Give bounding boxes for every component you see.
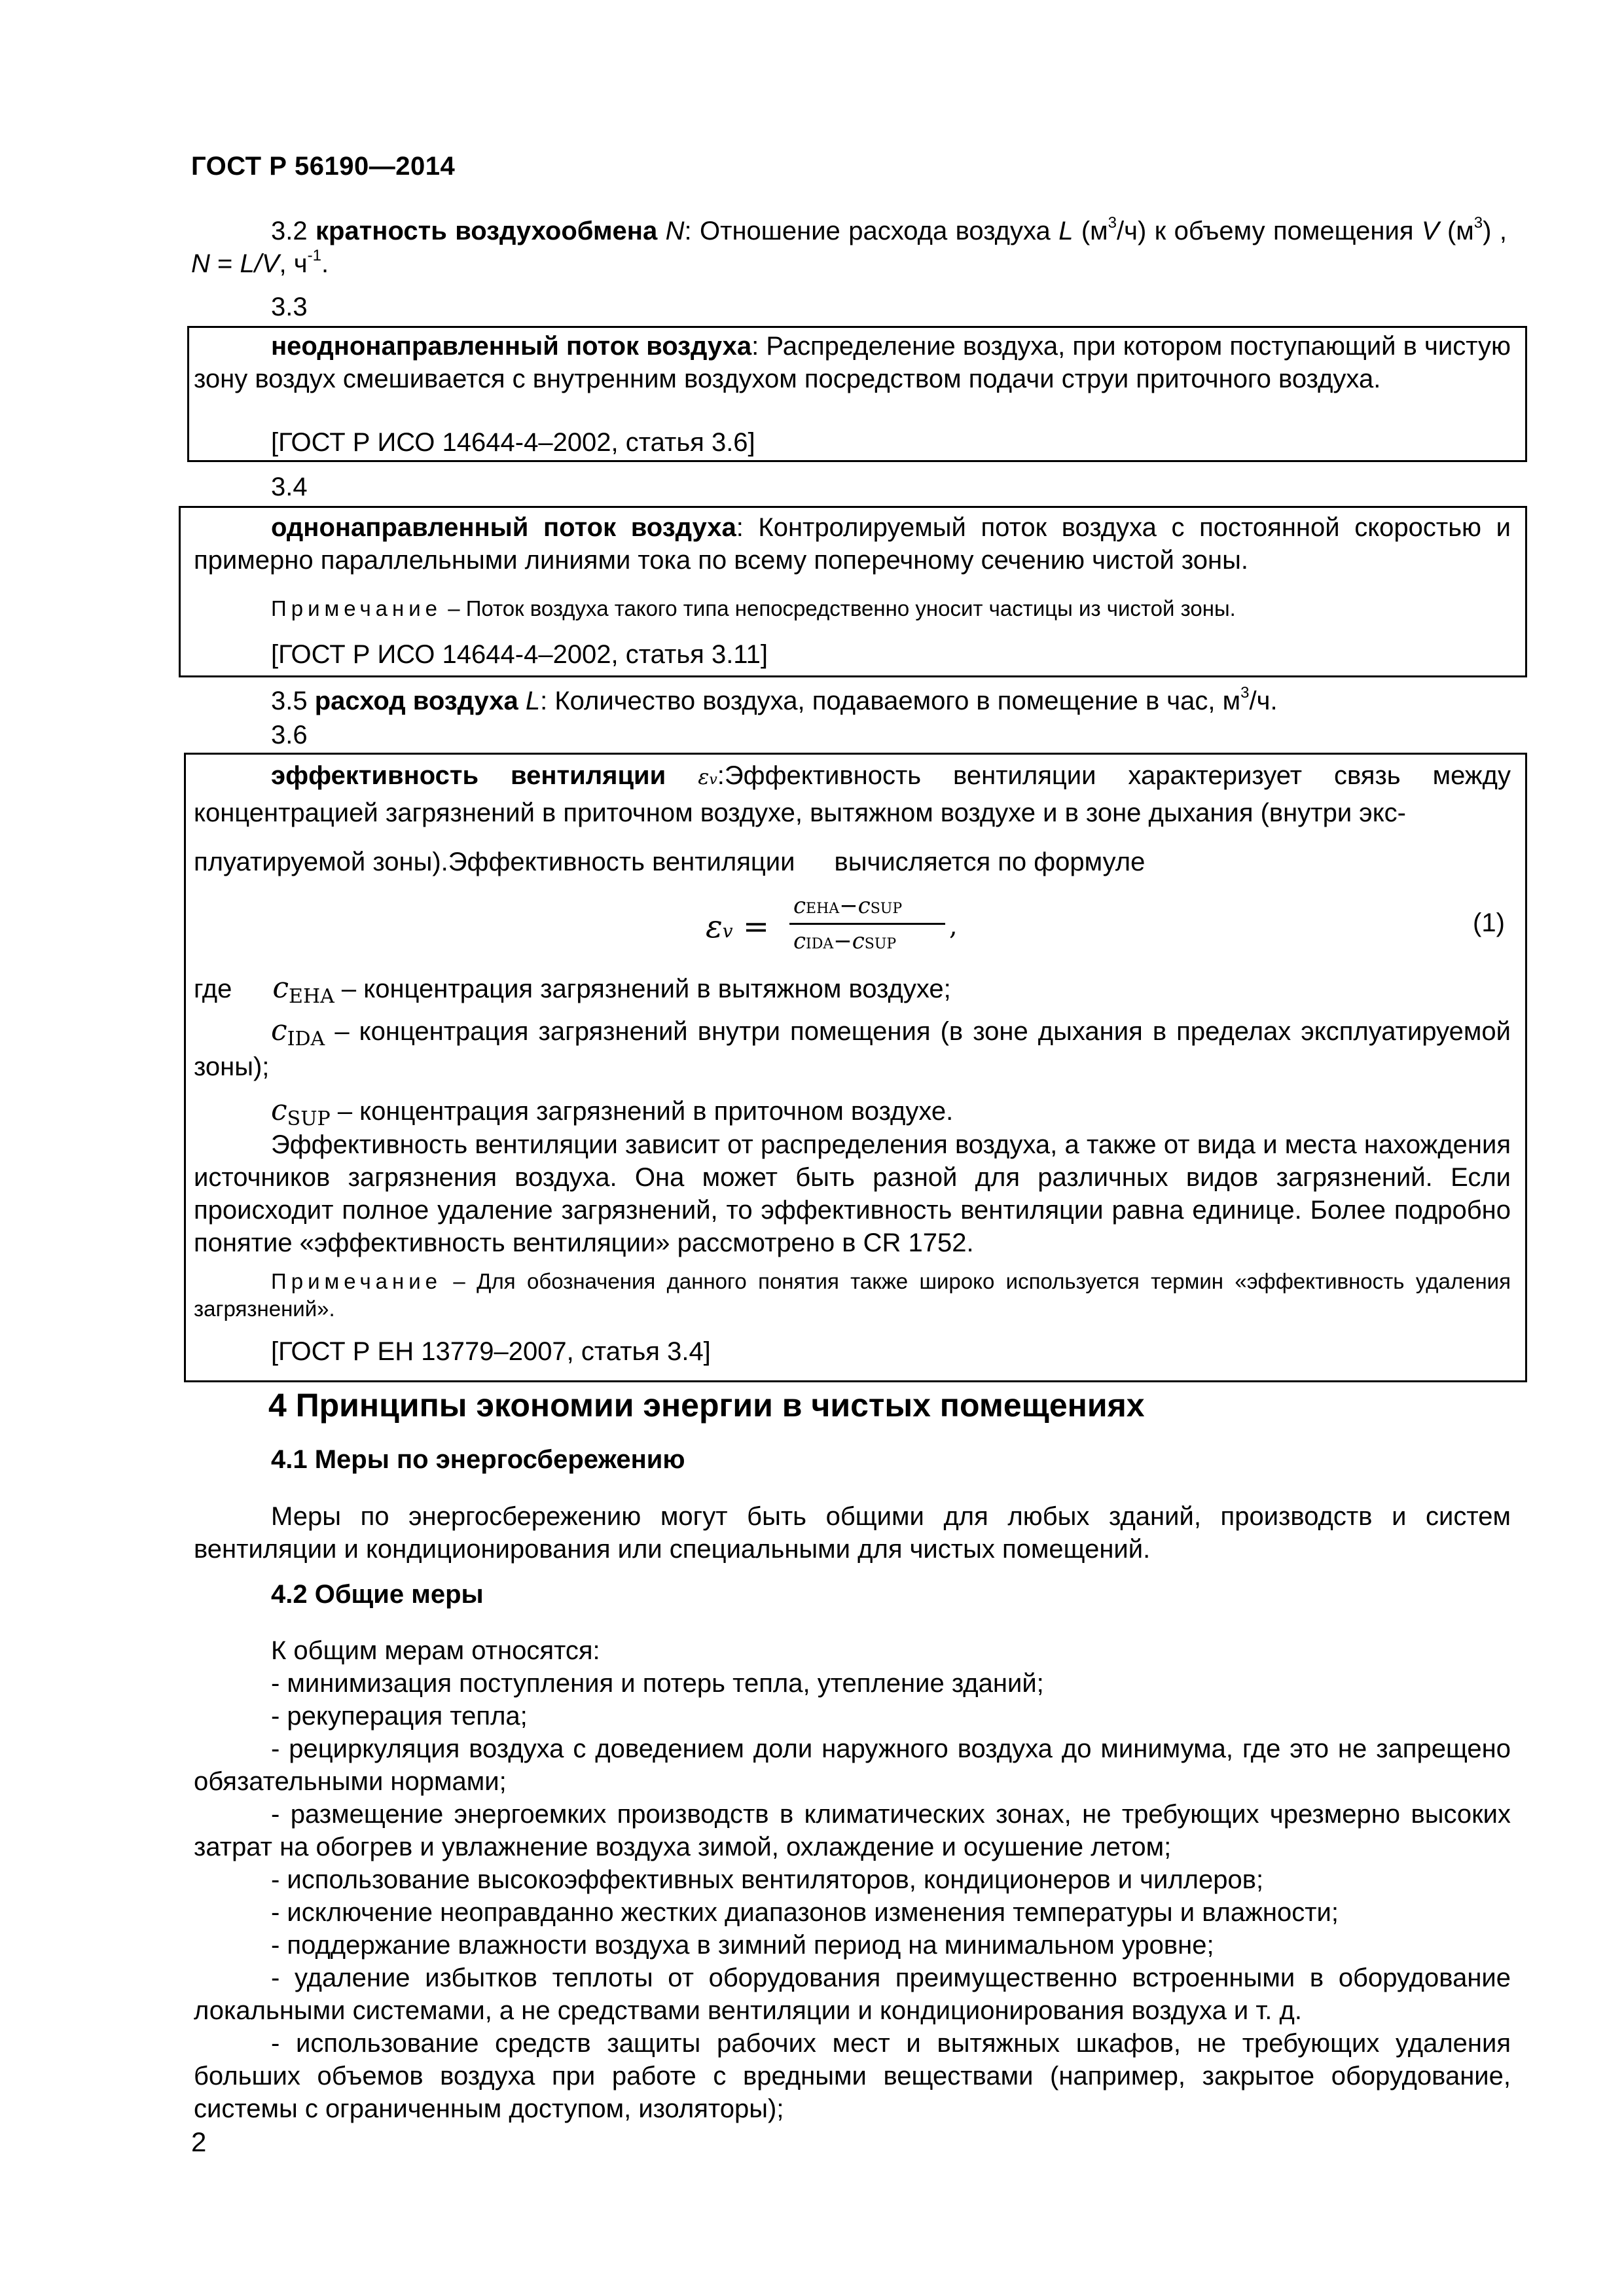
section-4-1-paragraph: Меры по энергосбережению могут быть общими для любых зданий, производств и систем вентиляции и кондиционирования или специальными для чистых помещений.: [194, 1502, 1511, 1564]
term-3-4-source: [ГОСТ Р ИСО 14644-4–2002, статья 3.11]: [271, 640, 768, 669]
formula-number: (1): [1473, 908, 1505, 937]
list-item: - минимизация поступления и потерь тепла, утепление зданий;: [271, 1669, 1044, 1698]
term-3-4-number: 3.4: [271, 473, 308, 501]
list-item: - удаление избытков теплоты от оборудования преимущественно встроенными в оборудование локальными системами, а не средствами вентиляции и кондиционирования воздуха и т. д.: [194, 1964, 1511, 2025]
term-3-4-note: Примечание – Поток воздуха такого типа непосредственно уносит частицы из чистой зоны.: [271, 596, 1236, 620]
list-item: - размещение энергоемких производств в климатических зонах, не требующих чрезмерно высоких затрат на обогрев и увлажнение воздуха зимой, охлаждение и осушение летом;: [194, 1800, 1511, 1861]
list-item: - поддержание влажности воздуха в зимний период на минимальном уровне;: [271, 1931, 1214, 1960]
document-page: ГОСТ Р 56190—2014 3.2 кратность воздухообмена N: Отношение расхода воздуха L $(м^3/ч)$ к объему помещения V $(м^3)$ , N = L/V, $ч^{-1}$. 3.3 неоднонаправленный поток воздуха: Распределение воздуха, при котором поступающий в чистую зону воздух смешивается с внутренним воздухом посредством подачи струи приточного воздуха. [ГОСТ Р ИСО 14644-4–2002, статья 3.6] 3.4 однонаправленный поток воздуха: Контролируемый поток воздуха с постоянной скоростью и примерно параллельными линиями тока по всему поперечному сечению чистой зоны. Примечание – Поток воздуха такого типа непосредственно уносит частицы из чистой зоны. [ГОСТ Р ИСО 14644-4–2002, статья 3.11] 3.5 расход воздуха L: Количество воздуха, подаваемого в помещение в час, $м^3/ч$. 3.6 эффективность вентиляции εv:Эффективность вентиляции характеризует связь между концентрацией загрязнений в приточном воздухе, вытяжном воздухе и в зоне дыхания (внутри экс- плуатируемой зоны).Эффективность вентиляции вычисляется по формуле εv = cEHA−cSUP cIDA−cSUP , (1) где $c_{EHA}$ – концентрация загрязнений в вытяжном воздухе; $c_{IDA}$ – концентрация загрязнений внутри помещения (в зоне дыхания в пределах эксплуатируемой зоны); $c_{SUP}$ – концентрация загрязнений в приточном воздухе. Эффективность вентиляции зависит от распределения воздуха, а также от вида и места нахождения источников загрязнения воздуха. Она может быть разной для различных видов загрязнений. Если происходит полное удаление загрязнений, то эффективность вентиляции равна единице. Более подробно понятие «эффективность вентиляции» рассмотрено в CR 1752. Примечание – Для обозначения данного понятия также широко используется термин «эффективность удаления загрязнений». [ГОСТ Р ЕН 13779–2007, статья 3.4] 4 Принципы экономии энергии в чистых помещениях 4.1 Меры по энергосбережению Меры по энергосбережению могут быть общими для любых зданий, производств и систем вентиляции и кондиционирования или специальными для чистых помещений. 4.2 Общие меры К общим мерам относятся: - минимизация поступления и потерь тепла, утепление зданий; - рекуперация тепла; - рециркуляция воздуха с доведением доли наружного воздуха до минимума, где это не запрещено обязательными нормами; - размещение энергоемких производств в климатических зонах, не требующих чрезмерно высоких затрат на обогрев и увлажнение воздуха зимой, охлаждение и осушение летом; - использование высокоэффективных вентиляторов, кондиционеров и чиллеров; - исключение неоправданно жестких диапазонов изменения температуры и влажности; - поддержание влажности воздуха в зимний период на минимальном уровне; - удаление избытков теплоты от оборудования преимущественно встроенными в оборудование локальными системами, а не средствами вентиляции и кондиционирования воздуха и т. д. - использование средств защиты рабочих мест и вытяжных шкафов, не требующих удаления больших объемов воздуха при работе с вредными веществами (например, закрытое оборудование, системы с ограниченным доступом, изоляторы); 2: [0, 0, 1624, 2296]
term-3-3-number: 3.3: [271, 293, 308, 321]
list-item: - исключение неоправданно жестких диапазонов изменения температуры и влажности;: [271, 1898, 1339, 1927]
term-3-6-number: 3.6: [271, 721, 308, 749]
page-number: 2: [191, 2126, 207, 2157]
term-3-6-source: [ГОСТ Р ЕН 13779–2007, статья 3.4]: [271, 1337, 711, 1366]
term-3-6-paragraph: Эффективность вентиляции зависит от распределения воздуха, а также от вида и места нахождения источников загрязнения воздуха. Она может быть разной для различных видов загрязнений. Если происходит полное удаление загрязнений, то эффективность вентиляции равна единице. Более подробно понятие «эффективность вентиляции» рассмотрено в CR 1752.: [194, 1130, 1511, 1257]
section-4-1-heading: 4.1 Меры по энергосбережению: [271, 1445, 685, 1474]
list-intro: К общим мерам относятся:: [271, 1636, 600, 1665]
where-cEHA: где $c_{EHA}$ – концентрация загрязнений в вытяжном воздухе;: [194, 971, 951, 1008]
list-item: - рекуперация тепла;: [271, 1702, 528, 1731]
list-item: - использование средств защиты рабочих мест и вытяжных шкафов, не требующих удаления больших объемов воздуха при работе с вредными веществами (например, закрытое оборудование, системы с ограниченным доступом, изоляторы);: [194, 2029, 1511, 2123]
term-3-4-text: однонаправленный поток воздуха: Контролируемый поток воздуха с постоянной скоростью и примерно параллельными линиями тока по всему поперечному сечению чистой зоны.: [194, 513, 1511, 575]
term-3-3-text: неоднонаправленный поток воздуха: Распределение воздуха, при котором поступающий в чистую зону воздух смешивается с внутренним воздухом посредством подачи струи приточного воздуха.: [194, 332, 1511, 393]
document-header: ГОСТ Р 56190—2014: [191, 152, 456, 181]
term-3-3-source: [ГОСТ Р ИСО 14644-4–2002, статья 3.6]: [271, 428, 755, 457]
term-3-2: 3.2 кратность воздухообмена N: Отношение расхода воздуха L $(м^3/ч)$ к объему помещения V $(м^3)$ , N = L/V, $ч^{-1}$.: [191, 213, 1507, 278]
term-3-6-note: Примечание – Для обозначения данного понятия также широко используется термин «эффективность удаления загрязнений».: [194, 1269, 1511, 1321]
where-cSUP: $c_{SUP}$ – концентрация загрязнений в приточном воздухе.: [271, 1094, 954, 1130]
list-item: - использование высокоэффективных вентиляторов, кондиционеров и чиллеров;: [271, 1865, 1264, 1894]
term-3-5: 3.5 расход воздуха L: Количество воздуха, подаваемого в помещение в час, $м^3/ч$.: [271, 683, 1278, 715]
term-3-6-text-cont: плуатируемой зоны).Эффективность вентиляции вычисляется по формуле: [194, 848, 1146, 876]
list-item: - рециркуляция воздуха с доведением доли наружного воздуха до минимума, где это не запрещено обязательными нормами;: [194, 1734, 1511, 1796]
term-3-6-text: эффективность вентиляции εv:Эффективность вентиляции характеризует связь между концентрацией загрязнений в приточном воздухе, вытяжном воздухе и в зоне дыхания (внутри экс-: [194, 761, 1511, 827]
where-cIDA: $c_{IDA}$ – концентрация загрязнений внутри помещения (в зоне дыхания в пределах эксплуатируемой зоны);: [194, 1014, 1511, 1081]
section-4-heading: 4 Принципы экономии энергии в чистых помещениях: [268, 1387, 1145, 1424]
section-4-2-heading: 4.2 Общие меры: [271, 1580, 484, 1609]
